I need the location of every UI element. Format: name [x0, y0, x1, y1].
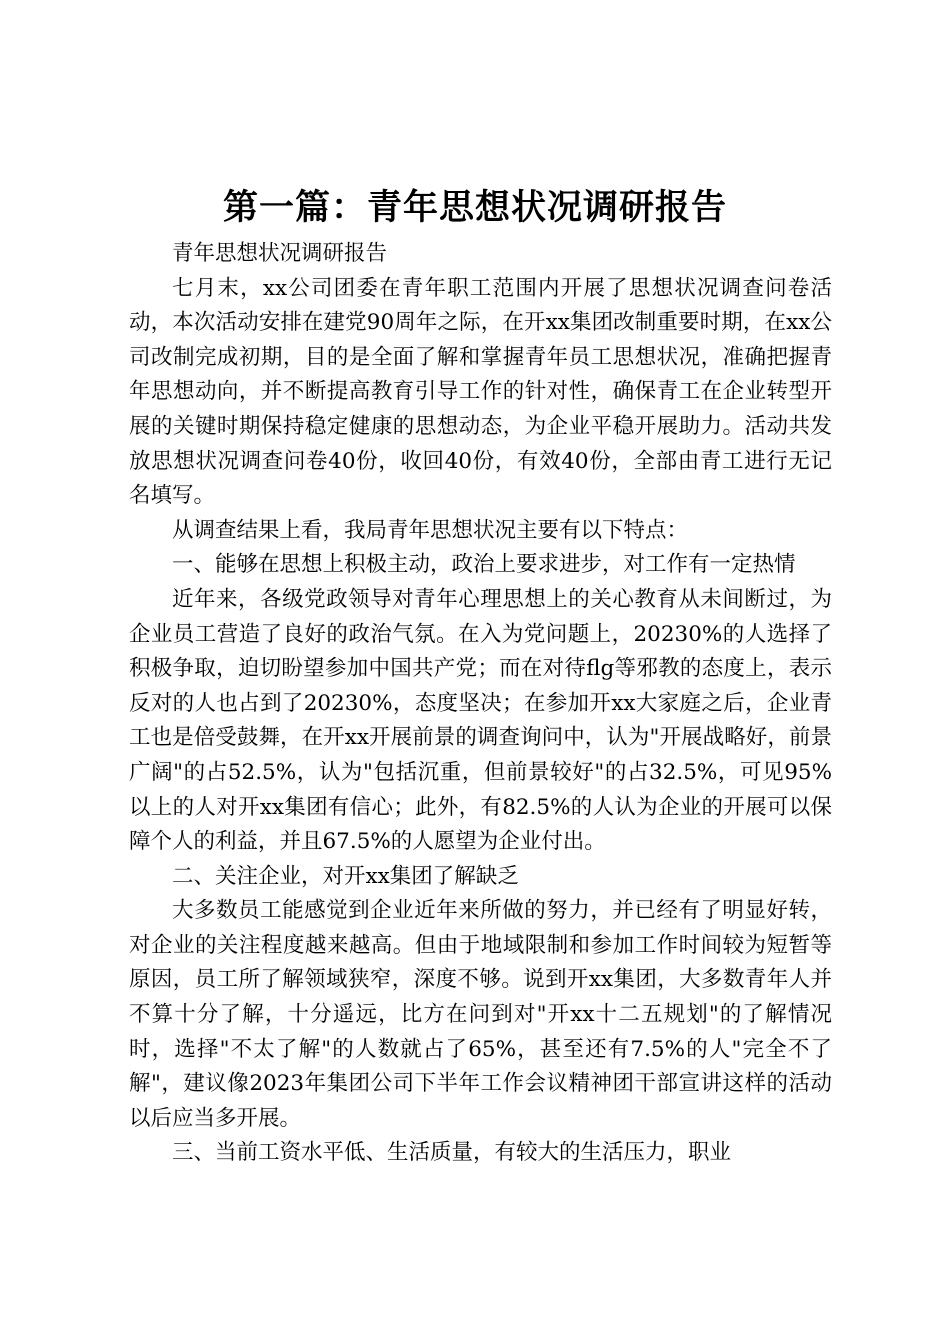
- document-title: 第一篇：青年思想状况调研报告: [222, 188, 727, 228]
- intro-paragraph: 七月末，xx公司团委在青年职工范围内开展了思想状况调查问卷活动，本次活动安排在建党90周年之际，在开xx集团改制重要时期，在xx公司改制完成初期，目的是全面了解和掌握青年员工思想状况，准确把握青年思想动向，并不断提高教育引导工作的针对性，确保青工在企业转型开展的关键时期保持稳定健康的思想动态，为企业平稳开展助力。活动共发放思想状况调查问卷40份，收回40份，有效40份，全部由青工进行无记名填写。: [129, 275, 832, 509]
- summary-paragraph: 从调查结果上看，我局青年思想状况主要有以下特点：: [172, 517, 689, 543]
- section-body-1: 近年来，各级党政领导对青年心理思想上的关心教育从未间断过，为企业员工营造了良好的政治气氛。在入为党问题上，20230%的人选择了积极争取，迫切盼望参加中国共产党；而在对待flg等邪教的态度上，表示反对的人也占到了20230%，态度坚决；在参加开xx大家庭之后，企业青工也是倍受鼓舞，在开xx开展前景的调查询问中，认为"开展战略好，前景广阔"的占52.5%，认为"包括沉重，但前景较好"的占32.5%，可见95%以上的人对开xx集团有信心；此外，有82.5%的人认为企业的开展可以保障个人的利益，并且67.5%的人愿望为企业付出。: [129, 586, 832, 855]
- section-body-2: 大多数员工能感觉到企业近年来所做的努力，并已经有了明显好转，对企业的关注程度越来越高。但由于地域限制和参加工作时间较为短暂等原因，员工所了解领域狭窄，深度不够。说到开xx集团，大多数青年人并不算十分了解，十分遥远，比方在问到对"开xx十二五规划"的了解情况时，选择"不太了解"的人数就占了65%，甚至还有7.5%的人"完全不了解"，建议像2023年集团公司下半年工作会议精神团干部宣讲这样的活动以后应当多开展。: [129, 898, 832, 1131]
- section-heading-1: 一、能够在思想上积极主动，政治上要求进步，对工作有一定热情: [172, 552, 796, 578]
- section-heading-3: 三、当前工资水平低、生活质量，有较大的生活压力，职业: [172, 1140, 732, 1166]
- document-body: [129, 237, 832, 1171]
- section-heading-2: 二、关注企业，对开xx集团了解缺乏: [172, 863, 519, 889]
- subtitle-paragraph: 青年思想状况调研报告: [172, 241, 388, 266]
